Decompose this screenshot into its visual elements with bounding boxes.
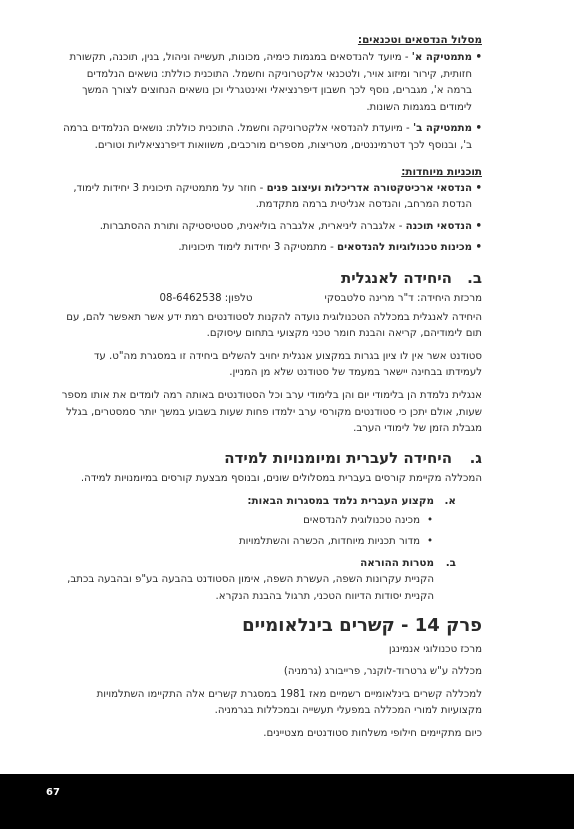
hebrew-unit-heading [60, 448, 482, 468]
list-item [60, 534, 482, 551]
paragraph: הקניית עקרונות השפה, העשרת השפה, אימון הסטודנט בהבעה בע"פ ובהבעה בכתב, הקניית יסודות הדיווח הטכני, תרגול בהבנת הנקרא. [67, 574, 434, 603]
section-letter: ג. [469, 448, 482, 467]
page-footer [0, 774, 574, 829]
paragraph: המכללה מקיימת קורסים בעברית במסלולים שונים, ובנוסף מבצעת קורסים במיומנויות למידה. [80, 472, 482, 484]
bullet-item [60, 121, 482, 154]
subsection-heading [60, 493, 482, 509]
section-letter: ב. [467, 268, 482, 287]
bullet-icon: • [426, 515, 433, 527]
section-title: היחידה לעברית ומיומנויות למידה [224, 448, 452, 467]
bullet-item [60, 219, 482, 236]
subsection-letter: ב. [445, 557, 456, 570]
bullet-icon: • [475, 242, 482, 254]
item-term: הנדסאי ארכיטקטורה אדריכלות ועיצוב פנים [266, 182, 472, 194]
item-text: מכינה טכנולוגית להנדסאים [303, 515, 420, 527]
item-text: מדור תכניות מיוחדות, הכשרה והשתלמויות [238, 535, 420, 547]
item-text: - מיועדת להנדסאי אלקטרוניקה וחשמל. התוכנית כוללת: נושאים הנלמדים ברמה ב', ובנוסף לכך דטרמיננטים, מטריצות, מספרים מורכבים, משוואות דיפרנציאליות וטורים. [63, 123, 472, 151]
subsection-heading [60, 555, 482, 571]
bullet-icon: • [475, 220, 482, 232]
item-term: הנדסאי תוכנה [405, 220, 472, 232]
english-unit-heading [60, 268, 482, 288]
page-number: 67 [46, 787, 60, 798]
paragraph: מרכז טכנולוגי אנמינגן [388, 643, 482, 655]
item-text: - חוזר על מתמטיקה תיכונית 3 יחידות לימוד, הנדסת המרחב, והנדסה אנליטית ברמה מתקדמת. [73, 182, 472, 211]
item-text: - מיועד להנדסאים במגמות כימיה, מכונות, תעשייה וניהול, בנין, תוכנה, תקשורת חזותית, קירור ומיזוג אויר, ולטכנאי אלקטרוניקה וחשמל. התוכנית כוללת: נושאים הנלמדים ברמה א', מגברים, נוסף לכך חשבון דיפרנציאלי ואינטגרלי וכן נושאים הנחוצים לצורך המשך לימודים במגמות השונות. [69, 52, 472, 113]
paragraph: סטודנט אשר אין לו ציון בגרות במקצוע אנגלית יחויב להשלים ביחידה זו במסגרת מה"ט. עד לעמידתו בבחינה יישאר במעמד של סטודנט שלא מן המניין. [93, 350, 482, 379]
item-text: - מתמטיקה 3 יחידות לימוד תיכוניות. [178, 242, 334, 254]
item-term: מתמטיקה ב' [412, 123, 472, 135]
english-unit-contact [60, 291, 482, 308]
item-term: מכינות טכנולוגיות להנדסאים [337, 242, 472, 254]
engineering-track-heading: מסלול הנדסאים וטכנאים: [357, 34, 482, 46]
paragraph: למכללה קשרים בינלאומיים רשמיים מאז 1981 במסגרת קשרים אלה התקיימו השתלמויות מקצועיות למורי המכללה במפעלי תעשייה ובמכללות בגרמניה. [96, 688, 482, 717]
phone-number: טלפון: 08-6462538 [159, 292, 253, 304]
bullet-icon: • [475, 52, 482, 63]
paragraph: היחידה לאנגלית במכללה הטכנולוגית נועדה להקנות לסטודנטים רמת ידע אשר תאפשר להם, עם תום לימודיהם, קריאה והבנת חומר טכני מקצועי בתחום עיסוקם. [66, 311, 482, 340]
document-page [60, 32, 482, 743]
subsection-letter: א. [444, 495, 456, 508]
chapter-title: פרק 14 - קשרים בינלאומיים [242, 614, 482, 636]
bullet-icon: • [475, 123, 482, 135]
subsection-title: מטרות ההוראה [360, 557, 434, 570]
paragraph: אנגלית נלמדת הן בלימודי יום והן בלימודי ערב וכל הסטודנטים באותה רמה לומדים את אותו מספר שעות, אולם יתכן כי סטודנטים מקורסי ערב ילמדו פחות שעות בשבוע במשך יותר סמסטרים, בגלל מגבלת הזמן של לימודי הערב. [61, 389, 482, 435]
list-item [60, 513, 482, 530]
paragraph: מכללה ע"ש גרטרוד-לוקנר, פרייבורג (גרמניה) [283, 666, 482, 678]
bullet-icon: • [475, 182, 482, 194]
special-programs-heading: תוכניות מיוחדות: [401, 165, 482, 178]
bullet-item [60, 50, 482, 116]
section-title: היחידה לאנגלית [340, 268, 452, 287]
item-term: מתמטיקה א' [411, 52, 472, 63]
coordinator-name: מרכזת היחידה: ד"ר מרינה סלטבסקי [324, 292, 482, 304]
subsection-title: מקצוע העברית נלמד במסגרות הבאות: [247, 495, 434, 508]
bullet-item [60, 240, 482, 257]
bullet-icon: • [426, 535, 433, 547]
item-text: - אלגברה ליניארית, אלגברה בוליאנית, סטטיסטיקה ותורת ההסתברות. [99, 220, 403, 232]
bullet-item [60, 181, 482, 214]
paragraph: כיום מתקיימים חילופי משלחות סטודנטים מצטיינים. [263, 728, 482, 740]
